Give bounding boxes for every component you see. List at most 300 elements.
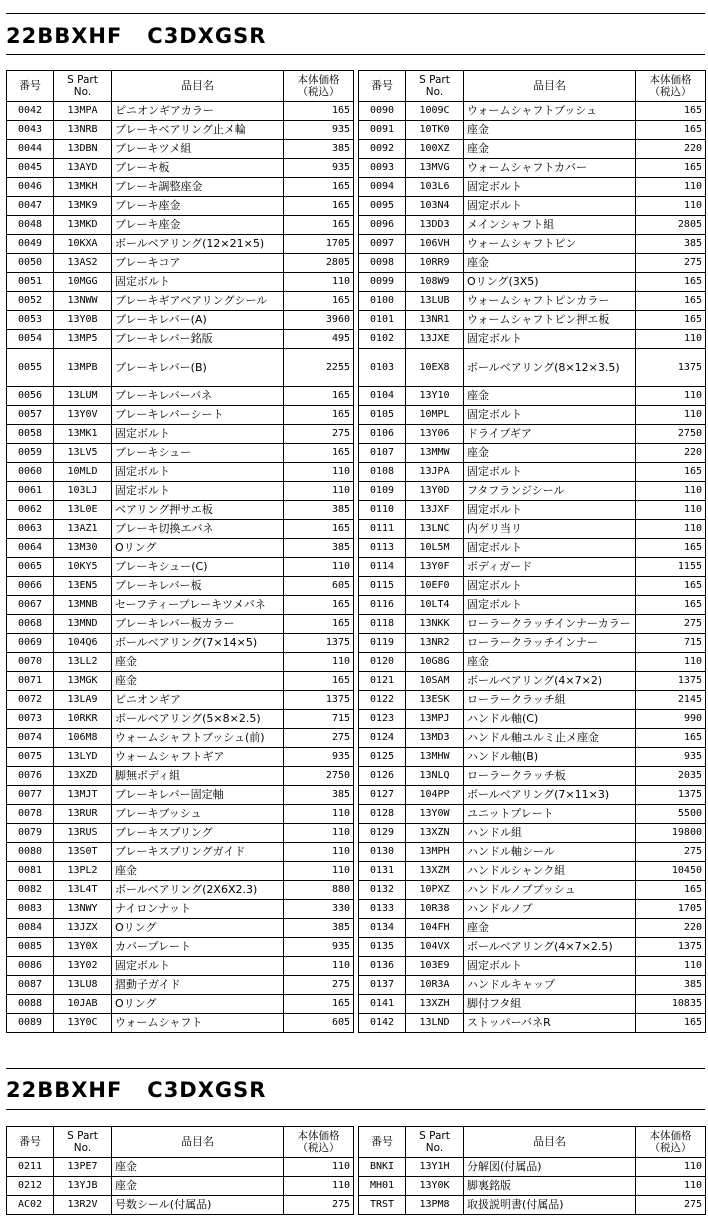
table-row [7,938,354,957]
item-price: 165 [284,995,354,1014]
item-price: 165 [636,463,706,482]
part-number: 13Y0D [406,482,464,501]
part-number: 100XZ [406,140,464,159]
part-number: 13YJB [54,1177,112,1196]
item-price: 110 [636,406,706,425]
item-name: ブレーキシュー(C) [112,558,284,577]
table-row [359,387,706,406]
item-number: 0115 [359,577,406,596]
table-row [359,1158,706,1177]
part-number: 13Y1H [406,1158,464,1177]
part-number: 13MK1 [54,425,112,444]
part-number: 13M30 [54,539,112,558]
part-number: 13Y0F [406,558,464,577]
table-row [7,957,354,976]
part-number: 13Y0X [54,938,112,957]
item-price: 715 [284,710,354,729]
item-number: 0060 [7,463,54,482]
table-row [359,862,706,881]
item-name: ブレーキレバーシート [112,406,284,425]
item-price: 10450 [636,862,706,881]
item-price: 880 [284,881,354,900]
item-name: 固定ボルト [464,596,636,615]
item-price: 110 [636,1158,706,1177]
item-number: 0062 [7,501,54,520]
table-row [359,254,706,273]
item-price: 165 [636,273,706,292]
item-price: 165 [284,672,354,691]
item-number: 0091 [359,121,406,140]
item-name: ウォームシャフトピン押エ板 [464,311,636,330]
table-row [7,729,354,748]
part-number: 103LJ [54,482,112,501]
item-price: 385 [284,919,354,938]
part-number: 13Y02 [54,957,112,976]
item-number: 0104 [359,387,406,406]
item-price: 1375 [636,786,706,805]
part-number: 13Y0V [54,406,112,425]
item-price: 3960 [284,311,354,330]
item-name: 分解図(付属品) [464,1158,636,1177]
item-number: 0087 [7,976,54,995]
part-number: 13Y10 [406,387,464,406]
item-name: ローラークラッチインナーカラー [464,615,636,634]
item-number: 0129 [359,824,406,843]
table-row [7,140,354,159]
item-price: 165 [284,102,354,121]
item-number: AC02 [7,1196,54,1215]
item-price: 110 [284,558,354,577]
part-number: 104PP [406,786,464,805]
part-number: 13XZH [406,995,464,1014]
part-number: 13MNB [54,596,112,615]
table-row [7,159,354,178]
part-number: 13PM8 [406,1196,464,1215]
item-number: 0081 [7,862,54,881]
item-price: 165 [284,444,354,463]
part-number: 13NKK [406,615,464,634]
part-number: 1009C [406,102,464,121]
item-price: 110 [284,1158,354,1177]
item-number: 0132 [359,881,406,900]
item-number: 0051 [7,273,54,292]
part-number: 13MJT [54,786,112,805]
part-number: 13JXF [406,501,464,520]
item-number: 0077 [7,786,54,805]
item-number: 0100 [359,292,406,311]
item-name: 固定ボルト [464,330,636,349]
item-number: 0073 [7,710,54,729]
item-name: ハンドル軸(C) [464,710,636,729]
part-number: 13JXE [406,330,464,349]
part-number: 13LYD [54,748,112,767]
item-price: 385 [284,539,354,558]
part-number: 13MP5 [54,330,112,349]
table-row [359,311,706,330]
table-row [359,938,706,957]
item-name: 取扱説明書(付属品) [464,1196,636,1215]
item-price: 935 [284,159,354,178]
item-price: 220 [636,140,706,159]
item-name: 固定ボルト [464,406,636,425]
item-name: ハンドルシャンク組 [464,862,636,881]
part-number: 13MKH [54,178,112,197]
item-number: 0056 [7,387,54,406]
header-number: 番号 [359,71,406,102]
item-number: 0065 [7,558,54,577]
parts-table-right-2 [358,1126,706,1215]
item-number: 0085 [7,938,54,957]
item-price: 165 [284,520,354,539]
table-row [7,1014,354,1033]
part-number: 13MGK [54,672,112,691]
item-price: 385 [284,501,354,520]
part-number: 13Y0K [406,1177,464,1196]
item-name: 固定ボルト [464,539,636,558]
item-name: 固定ボルト [464,197,636,216]
part-number: 10RR9 [406,254,464,273]
part-number: 13LND [406,1014,464,1033]
part-number: 106M8 [54,729,112,748]
item-number: 0069 [7,634,54,653]
part-number: 13MKD [54,216,112,235]
table-header-row [7,71,354,102]
table-row [7,881,354,900]
item-number: 0043 [7,121,54,140]
item-price: 220 [636,919,706,938]
part-number: 13LL2 [54,653,112,672]
part-number: 13MPJ [406,710,464,729]
item-price: 165 [284,387,354,406]
item-price: 935 [284,938,354,957]
item-price: 1155 [636,558,706,577]
table-row [359,691,706,710]
item-name: ボールベアリング(7×14×5) [112,634,284,653]
parts-table-right [358,70,706,1033]
part-number: 13DBN [54,140,112,159]
part-number: 10KXA [54,235,112,254]
item-name: ボールベアリング(4×7×2) [464,672,636,691]
part-number: 103N4 [406,197,464,216]
header-item-name: 品目名 [464,1127,636,1158]
part-number: 108W9 [406,273,464,292]
item-number: 0074 [7,729,54,748]
part-number: 13LUM [54,387,112,406]
item-name: ブレーキ板 [112,159,284,178]
part-number: 103L6 [406,178,464,197]
part-number: 10R38 [406,900,464,919]
item-price: 330 [284,900,354,919]
header-number: 番号 [7,1127,54,1158]
item-name: セーフティーブレーキツメバネ [112,596,284,615]
item-price: 715 [636,634,706,653]
header-price: 本体価格 （税込） [636,71,706,102]
table-row [359,558,706,577]
item-price: 110 [636,501,706,520]
table-row [7,862,354,881]
item-name: 座金 [464,919,636,938]
table-row [7,805,354,824]
item-price: 110 [284,824,354,843]
item-price: 165 [636,596,706,615]
table-row [359,197,706,216]
item-number: 0114 [359,558,406,577]
item-number: 0126 [359,767,406,786]
item-number: 0084 [7,919,54,938]
table-row [359,672,706,691]
item-price: 1375 [284,691,354,710]
item-number: MH01 [359,1177,406,1196]
item-name: ブレーキレバー板 [112,577,284,596]
item-name: 座金 [464,653,636,672]
item-price: 2035 [636,767,706,786]
part-number: 13AZ1 [54,520,112,539]
header-number: 番号 [7,71,54,102]
item-price: 605 [284,1014,354,1033]
part-number: 13ESK [406,691,464,710]
item-price: 935 [284,121,354,140]
item-number: 0089 [7,1014,54,1033]
part-number: 13NWY [54,900,112,919]
item-price: 110 [636,330,706,349]
item-number: 0135 [359,938,406,957]
table-row [7,444,354,463]
table-row [359,159,706,178]
part-number: 13L0E [54,501,112,520]
section2-top-rule [6,1068,705,1069]
item-name: 座金 [464,121,636,140]
part-number: 10R3A [406,976,464,995]
part-number: 13NRB [54,121,112,140]
item-name: ストッパーバネR [464,1014,636,1033]
table-row [359,140,706,159]
item-number: 0082 [7,881,54,900]
part-number: 13Y06 [406,425,464,444]
part-number: 10EX8 [406,349,464,387]
item-number: 0057 [7,406,54,425]
part-number: 13RUR [54,805,112,824]
item-number: 0097 [359,235,406,254]
item-price: 165 [636,292,706,311]
item-name: 内ゲリ当リ [464,520,636,539]
item-number: 0109 [359,482,406,501]
table-row [359,235,706,254]
table-header-row [7,1127,354,1158]
table-row [359,805,706,824]
part-number: 13LUB [406,292,464,311]
item-number: 0107 [359,444,406,463]
item-number: 0070 [7,653,54,672]
part-number: 10MLD [54,463,112,482]
item-name: Oリング [112,919,284,938]
item-name: メインシャフト組 [464,216,636,235]
section2-title: 22BBXHF C3DXGSR [6,1078,267,1102]
top-rule [6,13,705,14]
item-price: 110 [636,1177,706,1196]
table-row [7,748,354,767]
item-number: 0075 [7,748,54,767]
table-row [7,767,354,786]
part-number: 13DD3 [406,216,464,235]
table-row [7,824,354,843]
table-row [7,710,354,729]
item-number: 0053 [7,311,54,330]
table-row [359,615,706,634]
item-number: 0080 [7,843,54,862]
item-name: ベアリング押サエ板 [112,501,284,520]
item-number: 0116 [359,596,406,615]
header-price: 本体価格 （税込） [284,1127,354,1158]
item-name: ピニオンギアカラー [112,102,284,121]
header-part-no: S Part No. [406,71,464,102]
item-number: 0103 [359,349,406,387]
table-row [359,349,706,387]
item-price: 110 [284,273,354,292]
item-name: ブレーキレバー銘版 [112,330,284,349]
item-number: 0105 [359,406,406,425]
item-name: ボディガード [464,558,636,577]
item-price: 165 [636,121,706,140]
item-number: 0061 [7,482,54,501]
table-row [359,596,706,615]
item-number: 0045 [7,159,54,178]
item-name: Oリング(3X5) [464,273,636,292]
item-number: 0127 [359,786,406,805]
item-name: ブレーキレバー(B) [112,349,284,387]
table-row [7,482,354,501]
part-number: 13AYD [54,159,112,178]
table-row [7,900,354,919]
part-number: 13RUS [54,824,112,843]
item-number: 0119 [359,634,406,653]
item-name: 固定ボルト [112,273,284,292]
table-row [359,748,706,767]
item-name: 固定ボルト [464,463,636,482]
item-name: ボールベアリング(2X6X2.3) [112,881,284,900]
item-name: ピニオンギア [112,691,284,710]
parts-table-left-2 [6,1126,354,1215]
item-number: 0102 [359,330,406,349]
item-name: カバープレート [112,938,284,957]
part-number: 13JZX [54,919,112,938]
item-name: ハンドルノブブッシュ [464,881,636,900]
item-number: 0094 [359,178,406,197]
part-number: 10G8G [406,653,464,672]
table-row [7,672,354,691]
item-name: ブレーキレバーバネ [112,387,284,406]
item-price: 110 [284,463,354,482]
item-number: 0141 [359,995,406,1014]
item-name: ボールベアリング(4×7×2.5) [464,938,636,957]
table-row [359,520,706,539]
table-row [7,273,354,292]
table-row [359,634,706,653]
part-number: 13MMW [406,444,464,463]
item-number: 0072 [7,691,54,710]
table-row [359,463,706,482]
table-row [7,1196,354,1215]
item-price: 165 [284,216,354,235]
table-row [359,216,706,235]
item-price: 2750 [636,425,706,444]
part-number: 13PE7 [54,1158,112,1177]
item-number: 0067 [7,596,54,615]
item-number: 0118 [359,615,406,634]
section-title: 22BBXHF C3DXGSR [6,24,267,48]
part-number: 10L5M [406,539,464,558]
part-number: 10TK0 [406,121,464,140]
header-part-no: S Part No. [54,1127,112,1158]
item-price: 110 [636,957,706,976]
table-row [7,254,354,273]
part-number: 10SAM [406,672,464,691]
part-number: 13S0T [54,843,112,862]
item-number: 0048 [7,216,54,235]
item-name: ウォームシャフトカバー [464,159,636,178]
item-price: 165 [284,292,354,311]
table-row [7,995,354,1014]
item-number: 0106 [359,425,406,444]
header-part-no: S Part No. [54,71,112,102]
item-number: 0086 [7,957,54,976]
part-number: 13MPB [54,349,112,387]
item-name: 固定ボルト [112,482,284,501]
item-price: 275 [284,425,354,444]
item-number: 0064 [7,539,54,558]
table-row [359,406,706,425]
item-number: 0047 [7,197,54,216]
item-price: 110 [636,520,706,539]
item-price: 1375 [636,349,706,387]
part-number: 13EN5 [54,577,112,596]
part-number: 10MPL [406,406,464,425]
item-name: ハンドル組 [464,824,636,843]
part-number: 10LT4 [406,596,464,615]
item-price: 165 [636,729,706,748]
part-number: 13Y0C [54,1014,112,1033]
item-number: 0090 [359,102,406,121]
item-number: 0125 [359,748,406,767]
part-number: 13JPA [406,463,464,482]
item-price: 165 [636,881,706,900]
table-row [7,1177,354,1196]
item-name: 座金 [464,444,636,463]
item-number: 0099 [359,273,406,292]
item-name: 固定ボルト [464,501,636,520]
item-name: 座金 [464,140,636,159]
item-price: 220 [636,444,706,463]
item-price: 275 [636,843,706,862]
part-number: 106VH [406,235,464,254]
part-number: 13MK9 [54,197,112,216]
part-number: 10RKR [54,710,112,729]
item-name: 固定ボルト [112,957,284,976]
header-price: 本体価格 （税込） [636,1127,706,1158]
table-row [7,919,354,938]
item-name: ハンドル軸ユルミ止メ座金 [464,729,636,748]
item-number: 0101 [359,311,406,330]
item-name: 固定ボルト [464,577,636,596]
item-number: 0096 [359,216,406,235]
item-number: 0121 [359,672,406,691]
table-row [7,178,354,197]
table-row [359,957,706,976]
part-number: 13Y0B [54,311,112,330]
item-name: 固定ボルト [464,178,636,197]
item-price: 275 [284,729,354,748]
item-name: ハンドル軸シール [464,843,636,862]
item-name: ボールベアリング(8×12×3.5) [464,349,636,387]
